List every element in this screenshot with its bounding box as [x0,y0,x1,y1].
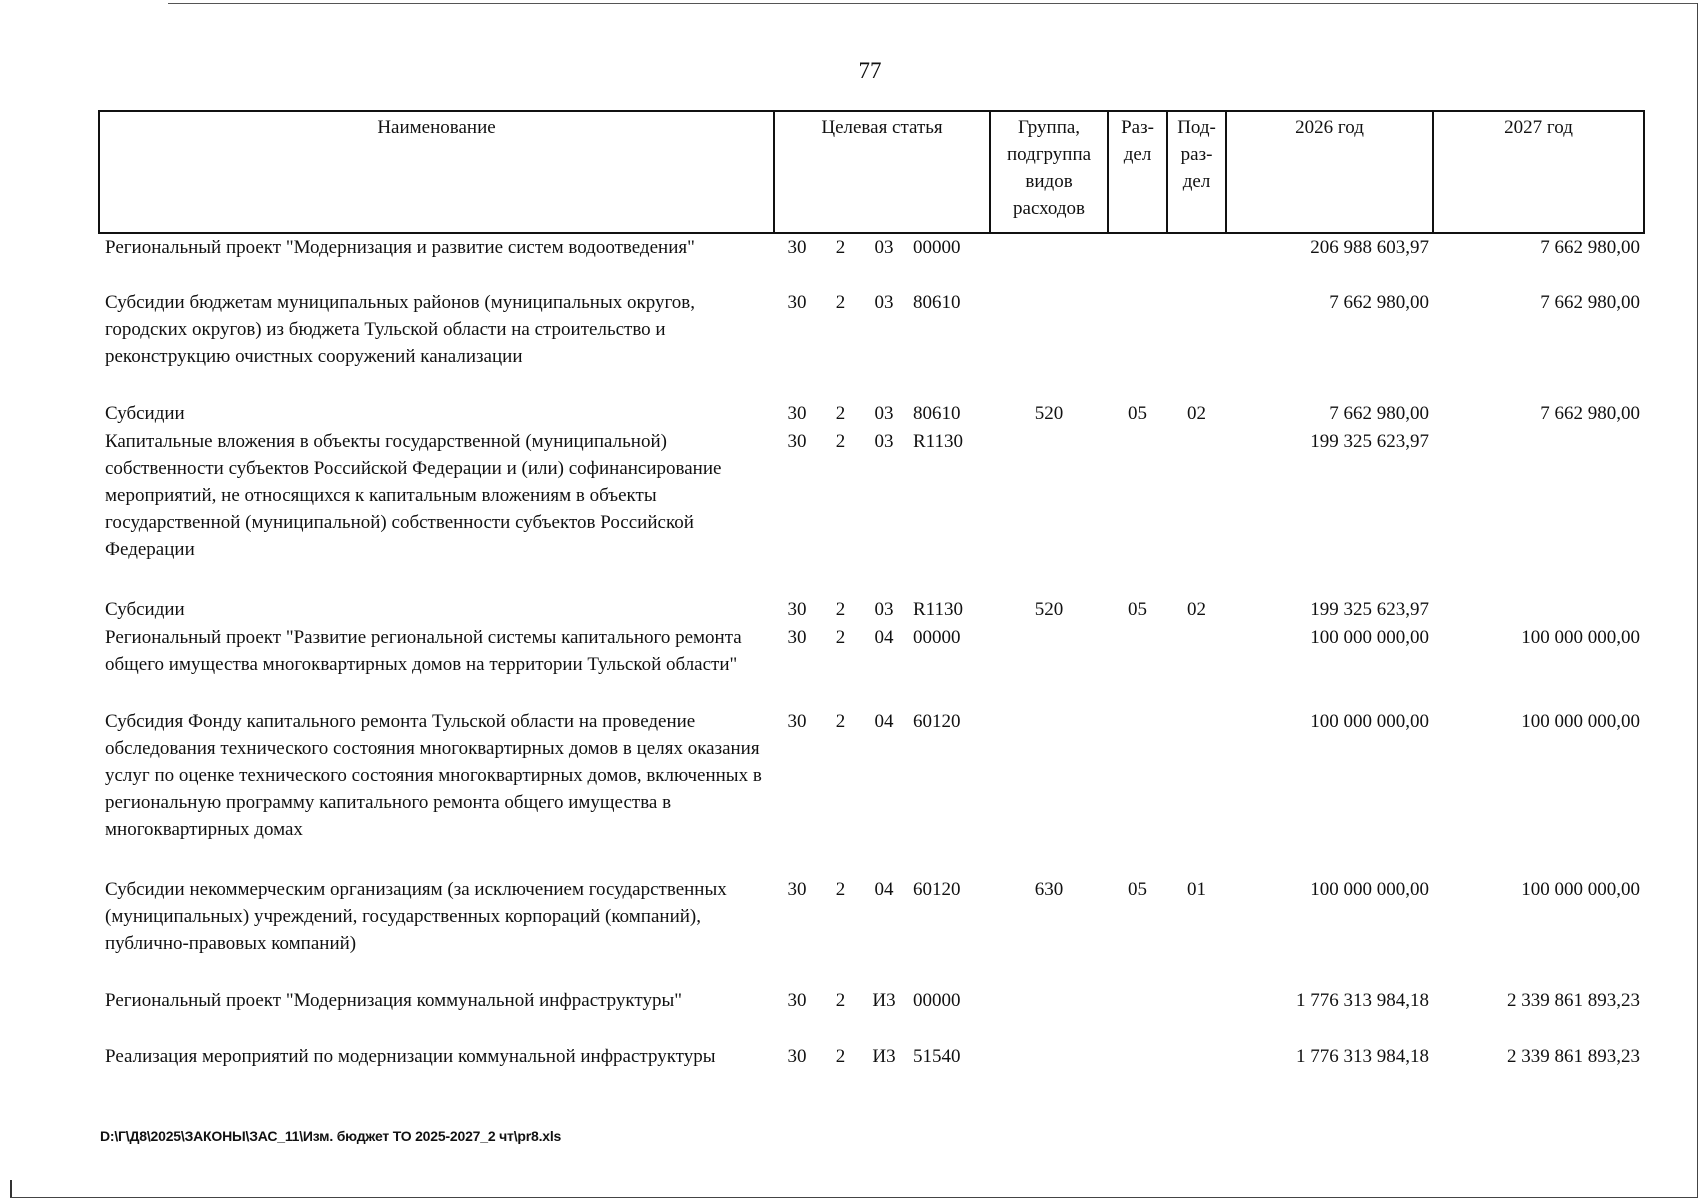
header-group-line: расходов [1013,198,1086,219]
row-group [990,624,1108,708]
row-subsection [1167,233,1226,289]
row-section: 05 [1128,403,1148,424]
row-amount-2026: 7 662 980,00 [1329,403,1430,424]
row-section: 05 [1128,599,1148,620]
table-row [99,876,1644,987]
row-code-subprogram: 2 [835,879,846,900]
row-code-direction: 60120 [913,711,961,732]
row-code-program: 30 [787,292,807,313]
table-row [99,596,1644,624]
table-row [99,1043,1644,1099]
header-subsection [1167,111,1226,233]
row-subsection: 01 [1187,879,1207,900]
row-code-subprogram: 2 [835,1046,846,1067]
row-code-direction: 80610 [913,403,961,424]
table-row [99,624,1644,708]
page-number: 77 [858,58,882,83]
row-name: Субсидии бюджетам муниципальных районов (муниципальных округов, городских округов) из бюджета Тульской области на строительство и реконструкцию очистных сооружений канализации [105,292,696,367]
table-row [99,708,1644,876]
row-subsection [1167,708,1226,876]
row-name: Субсидии [105,599,185,620]
header-subsection-line: раз- [1180,144,1213,165]
table-row [99,289,1644,400]
row-subsection [1167,987,1226,1043]
row-code-program: 30 [787,711,807,732]
row-code-subprogram: 2 [835,292,846,313]
row-code-program: 30 [787,599,807,620]
row-section [1108,233,1167,289]
row-amount-2026: 100 000 000,00 [1310,627,1430,648]
header-section-line: Раз- [1121,117,1154,138]
row-section [1108,289,1167,400]
row-subsection [1167,289,1226,400]
row-code-subprogram: 2 [835,403,846,424]
scan-corner-mark [10,1180,12,1197]
row-code-subprogram: 2 [835,627,846,648]
row-code-event: 04 [874,627,894,648]
row-section: 05 [1128,879,1148,900]
header-group-line: Группа, [1018,117,1081,138]
row-name: Реализация мероприятий по модернизации коммунальной инфраструктуры [105,1046,716,1067]
row-section [1108,1043,1167,1099]
row-code-program: 30 [787,1046,807,1067]
row-amount-2026: 100 000 000,00 [1310,711,1430,732]
header-group [990,111,1108,233]
header-section [1108,111,1167,233]
row-code-direction: R1130 [913,431,963,452]
row-group: 520 [1034,403,1064,424]
file-path-footer: D:\Г\Д8\2025\ЗАКОНЫ\ЗАС_11\Изм. бюджет ТО 2025-2027_2 чт\pr8.xls [100,1128,562,1144]
row-amount-2026: 199 325 623,97 [1310,599,1430,620]
row-code-subprogram: 2 [835,711,846,732]
row-amount-2027: 100 000 000,00 [1521,711,1641,732]
row-subsection: 02 [1187,403,1207,424]
header-year-2026: 2026 год [1226,111,1433,233]
row-code-subprogram: 2 [835,431,846,452]
row-code-event: 03 [874,403,894,424]
header-year-2027: 2027 год [1433,111,1644,233]
row-amount-2027: 2 339 861 893,23 [1507,990,1641,1011]
row-code-direction: 80610 [913,292,961,313]
row-name: Субсидии некоммерческим организациям (за исключением государственных (муниципальных) учреждений, государственных корпораций (компаний), публично-правовых компаний) [105,879,727,954]
row-section [1108,428,1167,596]
header-subsection-line: Под- [1177,117,1216,138]
row-section [1108,624,1167,708]
row-group: 630 [1034,879,1064,900]
row-code-event: И3 [872,990,896,1011]
row-code-subprogram: 2 [835,599,846,620]
row-name: Региональный проект "Развитие региональной системы капитального ремонта общего имущества многоквартирных домов на территории Тульской области" [105,627,742,675]
row-code-event: 03 [874,292,894,313]
row-code-event: 03 [874,237,894,258]
header-section-line: дел [1123,144,1152,165]
row-amount-2026: 7 662 980,00 [1329,292,1430,313]
row-code-program: 30 [787,431,807,452]
row-amount-2026: 199 325 623,97 [1310,431,1430,452]
row-code-direction: 00000 [913,237,961,258]
row-code-subprogram: 2 [835,237,846,258]
row-group: 520 [1034,599,1064,620]
table-row [99,400,1644,428]
row-amount-2027: 100 000 000,00 [1521,627,1641,648]
row-code-direction: 51540 [913,1046,961,1067]
header-group-line: подгруппа [1006,144,1092,165]
row-amount-2027: 100 000 000,00 [1521,879,1641,900]
row-code-direction: 00000 [913,990,961,1011]
row-code-program: 30 [787,627,807,648]
row-code-event: 04 [874,711,894,732]
row-group [990,1043,1108,1099]
row-code-program: 30 [787,237,807,258]
row-amount-2026: 206 988 603,97 [1310,237,1430,258]
row-section [1108,708,1167,876]
row-code-direction: 60120 [913,879,961,900]
row-amount-2026: 100 000 000,00 [1310,879,1430,900]
row-group [990,987,1108,1043]
row-name: Региональный проект "Модернизация коммунальной инфраструктуры" [105,990,682,1011]
budget-table [98,110,1645,1099]
row-subsection [1167,1043,1226,1099]
scan-edge-bottom [10,1197,1698,1198]
row-name: Субсидии [105,403,185,424]
row-amount-2026: 1 776 313 984,18 [1296,1046,1430,1067]
row-code-event: 03 [874,599,894,620]
header-subsection-line: дел [1182,171,1211,192]
row-code-program: 30 [787,879,807,900]
row-name: Капитальные вложения в объекты государственной (муниципальной) собственности субъектов Российской Федерации и (или) софинансирование мероприятий, не относящихся к капитальным вложениям в объекты государственной (муниципальной) собственности субъектов Российской Федерации [105,431,722,560]
row-name: Региональный проект "Модернизация и развитие систем водоотведения" [105,237,695,258]
table-row [99,987,1644,1043]
row-code-direction: 00000 [913,627,961,648]
row-code-event: 04 [874,879,894,900]
row-code-direction: R1130 [913,599,963,620]
row-group [990,233,1108,289]
table-row [99,428,1644,596]
row-amount-2026: 1 776 313 984,18 [1296,990,1430,1011]
scan-edge-right [1697,3,1698,1198]
row-code-subprogram: 2 [835,990,846,1011]
header-target-article: Целевая статья [774,111,990,233]
row-subsection: 02 [1187,599,1207,620]
table-header-row [99,111,1644,233]
row-code-event: 03 [874,431,894,452]
row-amount-2027: 7 662 980,00 [1540,292,1641,313]
scan-edge-top [168,3,1698,4]
header-group-line: видов [1025,171,1073,192]
table-row [99,233,1644,289]
row-group [990,289,1108,400]
row-group [990,428,1108,596]
row-group [990,708,1108,876]
row-code-program: 30 [787,403,807,424]
row-amount-2027: 2 339 861 893,23 [1507,1046,1641,1067]
row-code-program: 30 [787,990,807,1011]
row-amount-2027: 7 662 980,00 [1540,237,1641,258]
row-subsection [1167,428,1226,596]
row-amount-2027 [1433,596,1644,624]
row-code-event: И3 [872,1046,896,1067]
row-section [1108,987,1167,1043]
row-name: Субсидия Фонду капитального ремонта Тульской области на проведение обследования технического состояния многоквартирных домов в целях оказания услуг по оценке технического состояния многоквартирных домов, включенных в региональную программу капитального ремонта общего имущества в многоквартирных домах [105,711,762,840]
row-amount-2027 [1433,428,1644,596]
row-amount-2027: 7 662 980,00 [1540,403,1641,424]
row-subsection [1167,624,1226,708]
header-name: Наименование [99,111,774,233]
